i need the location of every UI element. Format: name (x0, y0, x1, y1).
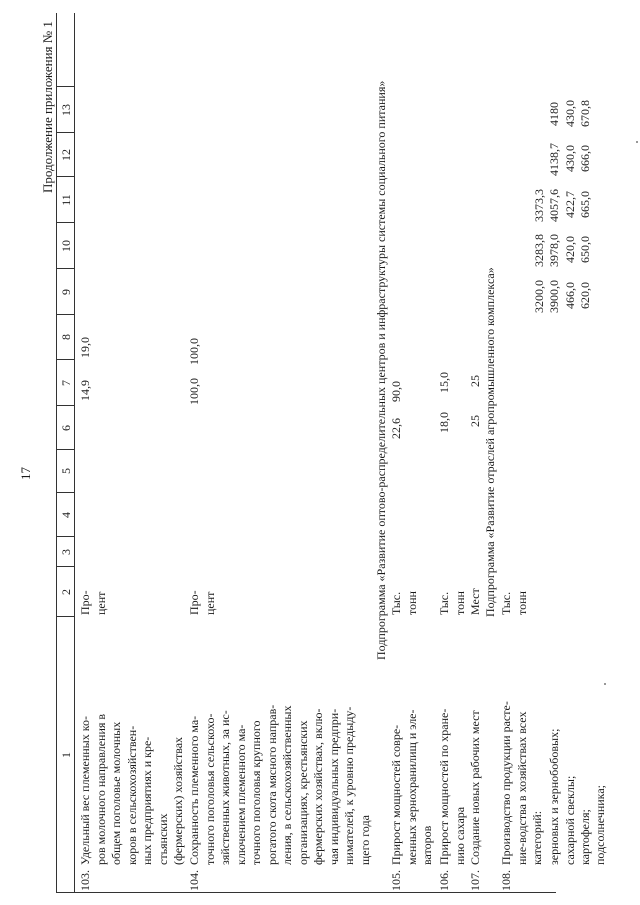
row-name-line: точного поголовья сельскохо- (202, 713, 217, 865)
row-name-line: (фермерских) хозяйствах (171, 736, 185, 865)
sub-item-label: зерновых и зернобобовых; (547, 728, 561, 865)
value-cell: 4180 (547, 102, 561, 126)
unit-cell (468, 588, 484, 615)
column-header: 13 (59, 104, 73, 116)
value-cell: 4138,7 (547, 143, 561, 176)
row-number: 107. (468, 870, 482, 891)
row-number: 106. (437, 870, 451, 891)
row-name-line: стьянских (155, 813, 170, 865)
sub-item-label: подсолнечника; (593, 785, 607, 865)
unit-cell (389, 591, 420, 615)
value-cell: 665,0 (578, 191, 592, 218)
value-cell: 100,0 (187, 378, 201, 405)
row-name-line: менных зернохранилищ и эле- (404, 709, 419, 865)
unit-cell (187, 590, 218, 615)
row-name-line: ние-водства в хозяйствах всех (514, 711, 529, 865)
unit-line: тонн (514, 591, 529, 615)
row-name-line: зяйственных животных, за ис- (218, 710, 232, 865)
value-cell: 3373,3 (532, 189, 546, 222)
row-name-line: рогатого скота мясного направ- (264, 704, 279, 865)
page-number: 17 (18, 467, 33, 480)
row-name (437, 709, 468, 865)
unit-line: Тыс. (437, 591, 451, 615)
value-cell: 3900,0 (547, 280, 561, 313)
row-name-line: фермерских хозяйствах, вклю- (311, 708, 325, 865)
row-name-line: Прирост мощностей совре- (389, 724, 403, 865)
value-cell: 670,8 (578, 100, 592, 127)
sub-item-label: сахарной свеклы; (563, 775, 577, 865)
row-name (499, 701, 546, 865)
row-name-line: ления, в сельскохозяйственных (280, 705, 294, 865)
value-cell: 3978,0 (547, 234, 561, 267)
row-name (187, 705, 373, 865)
row-number: 108. (499, 870, 513, 891)
table-left-border (56, 892, 556, 893)
unit-line: тонн (452, 591, 467, 615)
row-name (78, 714, 187, 865)
value-cell: 15,0 (437, 372, 451, 393)
row-name (468, 710, 484, 865)
value-cell: 422,7 (563, 191, 577, 218)
column-header: 8 (59, 334, 73, 340)
value-cell: 3200,0 (532, 280, 546, 313)
column-header: 11 (59, 194, 73, 206)
col-divider (56, 616, 74, 617)
row-name-line: общем поголовье молочных (109, 721, 123, 865)
subprogram-title: Подпрограмма «Развитие отраслей агропромышленного комплекса» (483, 267, 497, 617)
unit-line: Про- (78, 590, 92, 615)
unit-line: цент (93, 591, 108, 615)
value-cell: 22,6 (389, 418, 403, 439)
value-cell: 18,0 (437, 412, 451, 433)
col-divider (56, 86, 74, 87)
col-divider (56, 405, 74, 406)
value-cell: 430,0 (563, 100, 577, 127)
col-divider (56, 492, 74, 493)
unit-cell (78, 590, 109, 615)
row-name-line: коров в сельскохозяйствен- (124, 725, 139, 865)
row-name-line: нимателей, к уровню предыду- (342, 706, 356, 865)
row-name-line: чая индивидуальных предпри- (326, 708, 341, 865)
column-header: 7 (59, 380, 73, 386)
column-header: 10 (59, 240, 73, 252)
unit-line: Тыс. (499, 591, 513, 615)
unit-line: Тыс. (389, 591, 403, 615)
scan-speck (636, 141, 638, 143)
column-header: 4 (59, 512, 73, 518)
col-divider (56, 359, 74, 360)
value-cell: 25 (468, 415, 482, 427)
row-name-line: Производство продукции расте- (499, 701, 513, 865)
unit-line: тонн (404, 591, 419, 615)
value-cell: 650,0 (578, 236, 592, 263)
value-cell: 19,0 (78, 337, 92, 358)
value-cell: 100,0 (187, 338, 201, 365)
row-name-line: ключением племенного ма- (233, 724, 248, 865)
row-name-line: ных предприятиях и кре- (140, 736, 154, 865)
value-cell: 420,0 (563, 236, 577, 263)
row-name-line: Сохранность племенного ма- (187, 715, 201, 865)
row-name-line: Удельный вес племенных ко- (78, 716, 92, 865)
unit-line: Мест (468, 588, 482, 615)
column-header: 12 (59, 149, 73, 161)
column-header: 1 (59, 752, 73, 758)
value-cell: 4057,6 (547, 189, 561, 222)
value-cell: 25 (468, 375, 482, 387)
sub-item-label: картофеля; (578, 809, 592, 865)
value-cell: 620,0 (578, 282, 592, 309)
row-name (389, 709, 436, 865)
row-name-line: Прирост мощностей по хране- (437, 708, 451, 865)
column-header: 5 (59, 468, 73, 474)
row-number: 103. (78, 870, 92, 891)
unit-cell (499, 591, 530, 615)
row-name-line: организациях, крестьянских (295, 720, 310, 865)
row-name-line: категорий: (530, 810, 544, 865)
value-cell: 3283,8 (532, 234, 546, 267)
scan-speck (604, 683, 606, 685)
row-name-line: ров молочного направления в (93, 713, 108, 865)
row-number: 105. (389, 870, 403, 891)
col-divider (56, 176, 74, 177)
column-header: 9 (59, 289, 73, 295)
unit-line: цент (202, 591, 217, 615)
col-divider (56, 222, 74, 223)
col-divider (56, 449, 74, 450)
value-cell: 90,0 (389, 381, 403, 402)
row-name-line: щего года (357, 815, 372, 865)
value-cell: 14,9 (78, 380, 92, 401)
row-name-line: нию сахара (452, 806, 467, 865)
table-top-border (56, 13, 57, 893)
header-bottom-border (74, 13, 75, 893)
subprogram-title: Подпрограмма «Развитие оптово-распределительных центров и инфраструктуры системы социального питания» (374, 80, 388, 660)
unit-cell (437, 591, 468, 615)
value-cell: 466,0 (563, 282, 577, 309)
col-divider (56, 314, 74, 315)
value-cell: 430,0 (563, 145, 577, 172)
column-header: 3 (59, 549, 73, 555)
row-name-line: ваторов (420, 825, 434, 865)
column-header: 2 (59, 589, 73, 595)
row-name-line: Создание новых рабочих мест (468, 710, 482, 865)
col-divider (56, 132, 74, 133)
column-header: 6 (59, 425, 73, 431)
col-divider (56, 268, 74, 269)
row-name-line: точного поголовья крупного (249, 720, 263, 865)
row-number: 104. (187, 870, 201, 891)
unit-line: Про- (187, 590, 201, 615)
continuation-note: Продолжение приложения № 1 (40, 21, 55, 193)
value-cell: 666,0 (578, 145, 592, 172)
